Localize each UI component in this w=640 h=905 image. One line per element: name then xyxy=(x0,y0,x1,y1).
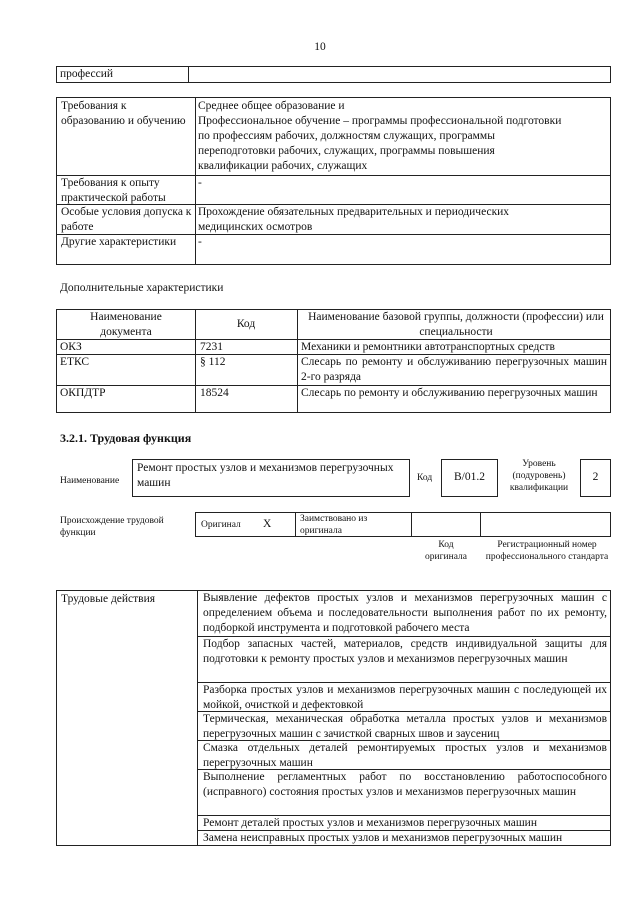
function-code-value: B/01.2 xyxy=(454,471,485,483)
additional-row-doc: ЕТКС xyxy=(60,356,90,368)
requirement-label-experience: Требования к опыту практической работы xyxy=(61,177,166,204)
function-level-label: Уровень (подуровень) квалификации xyxy=(509,459,569,493)
labor-action-item: Разборка простых узлов и механизмов перегрузочных машин с последующей их мойкой, очисткой и дефектовкой xyxy=(203,684,607,711)
labor-action-item: Выявление дефектов простых узлов и механизмов перегрузочных машин с определением объема и последовательности выполнения работ по их ремонту, подборкой инструмента и подготовкой рабочего места xyxy=(203,592,607,634)
top-fragment-label: профессий xyxy=(60,68,114,80)
additional-row-code: § 112 xyxy=(200,356,226,368)
additional-row-code: 7231 xyxy=(200,341,223,353)
additional-row-name: Механики и ремонтники автотранспортных средств xyxy=(301,341,555,353)
labor-action-item: Термическая, механическая обработка металла простых узлов и механизмов перегрузочных машин с зачисткой сварных швов и заусениц xyxy=(203,713,607,740)
labor-action-item: Замена неисправных простых узлов и механизмов перегрузочных машин xyxy=(203,832,563,844)
additional-row-doc: ОКЗ xyxy=(60,341,82,353)
original-mark: X xyxy=(263,518,272,530)
function-level-value: 2 xyxy=(592,471,599,483)
additional-header-name: Наименование базовой группы, должности (профессии) или специальности xyxy=(308,311,604,338)
labor-actions-label: Трудовые действия xyxy=(61,593,156,605)
additional-row-name: Слесарь по ремонту и обслуживанию перегрузочных машин xyxy=(301,387,598,399)
additional-row-doc: ОКПДТР xyxy=(60,387,106,399)
origin-label: Происхождение трудовой функции xyxy=(60,516,164,538)
additional-row-name: Слесарь по ремонту и обслуживанию перегрузочных машин 2-го разряда xyxy=(301,356,607,383)
labor-action-item: Ремонт деталей простых узлов и механизмов перегрузочных машин xyxy=(203,817,537,829)
top-fragment-table xyxy=(56,66,611,83)
additional-title: Дополнительные характеристики xyxy=(60,282,224,294)
requirement-value-education: Среднее общее образование и Профессиональное обучение – программы профессиональной подготовки по профессиям рабочих, должностям служащих, программы переподготовки рабочих, служащих, программы повышения квалификации рабочих, служащих xyxy=(198,100,562,172)
requirement-value-experience: - xyxy=(198,177,202,189)
borrowed-label: Заимствовано из оригинала xyxy=(300,514,368,536)
requirement-value-special-conditions: Прохождение обязательных предварительных и периодических медицинских осмотров xyxy=(198,206,510,233)
additional-row-code: 18524 xyxy=(200,387,229,399)
function-heading: 3.2.1. Трудовая функция xyxy=(60,431,192,445)
labor-action-item: Смазка отдельных деталей ремонтируемых простых узлов и механизмов перегрузочных машин xyxy=(203,742,607,769)
requirement-label-other: Другие характеристики xyxy=(61,236,177,248)
additional-header-document: Наименование документа xyxy=(90,311,162,338)
original-label: Оригинал xyxy=(201,520,241,530)
reg-number-label: Регистрационный номер профессионального стандарта xyxy=(485,540,609,562)
requirement-label-special-conditions: Особые условия допуска к работе xyxy=(61,206,192,233)
requirement-value-other: - xyxy=(198,236,202,248)
labor-action-item: Выполнение регламентных работ по восстановлению работоспособного (исправного) состояния простых узлов и механизмов перегрузочных машин xyxy=(203,771,607,798)
function-name-label: Наименование xyxy=(60,476,120,486)
function-name-value: Ремонт простых узлов и механизмов перегрузочных машин xyxy=(137,462,394,489)
code-original-label: Код оригинала xyxy=(425,540,467,562)
requirement-label-education: Требования к образованию и обучению xyxy=(61,100,186,127)
labor-action-item: Подбор запасных частей, материалов, средств индивидуальной защиты для подготовки к ремонту простых узлов и механизмов перегрузочных машин xyxy=(203,638,607,665)
page-number: 10 xyxy=(314,41,326,53)
additional-header-code: Код xyxy=(236,318,256,330)
function-code-label: Код xyxy=(417,473,433,483)
